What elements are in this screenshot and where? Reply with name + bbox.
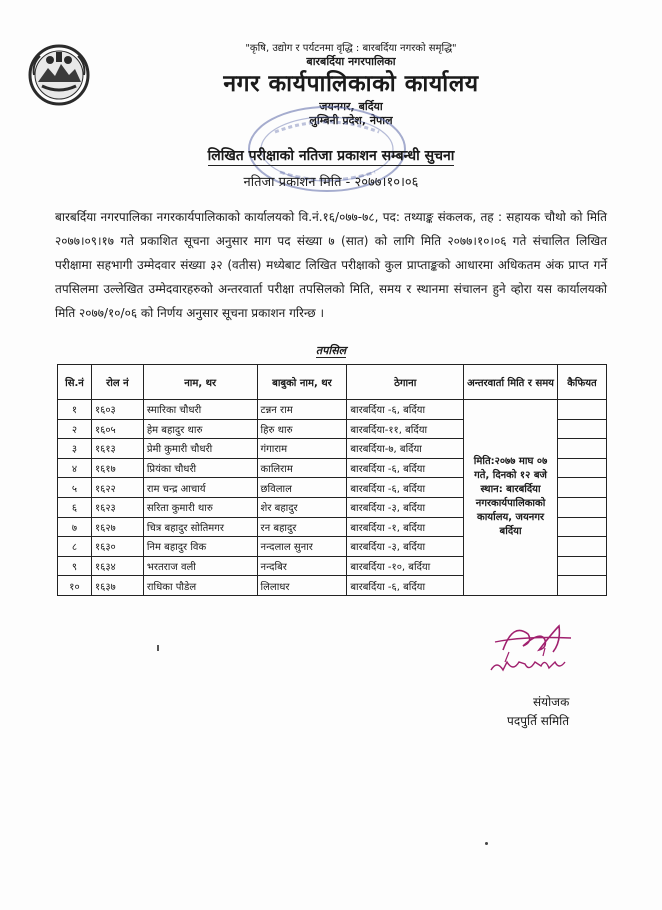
cell-father: लिलाधर [257,576,347,596]
cell-roll: १६३० [91,537,143,557]
header-name: नाम, थर [143,365,257,400]
cell-father: नन्दबिर [257,556,347,576]
cell-sn: १० [58,576,92,596]
cell-address: बारबर्दिया -६, बर्दिया [347,478,464,498]
cell-roll: १६०५ [91,419,143,439]
cell-name: प्रियंका चौधरी [143,458,257,478]
cell-address: बारबर्दिया -३, बर्दिया [347,497,464,517]
cell-name: राम चन्द्र आचार्य [143,478,257,498]
cell-roll: १६०३ [91,400,143,420]
cell-address: बारबर्दिया-११, बर्दिया [347,419,464,439]
cell-remark [558,556,607,576]
cell-interview-info: मिति:२०७७ माघ ०७ गते, दिनको १२ बजे स्थान: बारबर्दिया नगरकार्यपालिकाको कार्यालय, जयनगर बर्दिया [464,400,558,596]
office-title: नगर कार्यपालिकाको कार्यालय [223,71,479,97]
municipality-name: बारबर्दिया नगरपालिका [306,55,396,68]
header-remarks: कैफियत [558,365,607,400]
cell-father: शेर बहादुर [257,497,347,517]
cell-address: बारबर्दिया -३, बर्दिया [347,537,464,557]
cell-roll: १६२३ [91,497,143,517]
table-header-row [58,365,607,400]
cell-father: रन बहादुर [257,517,347,537]
cell-roll: १६२७ [91,517,143,537]
header-interview: अन्तरवार्ता मिति र समय [464,365,558,400]
signature-icon [483,612,578,684]
notice-title: लिखित परीक्षाको नतिजा प्रकाशन सम्बन्धी सुचना [207,148,455,164]
cell-name: चित्र बहादुर सोतिमगर [143,517,257,537]
cell-name: स्मारिका चौधरी [143,400,257,420]
cell-sn: ८ [58,537,92,557]
cell-father: हिरु थारु [257,419,347,439]
cell-name: प्रेमी कुमारी चौधरी [143,439,257,459]
cell-address: बारबर्दिया -१०, बर्दिया [347,556,464,576]
address-line-2: लुम्बिनी प्रदेश, नेपाल [309,114,393,127]
scan-speck [485,842,488,845]
cell-address: बारबर्दिया -१, बर्दिया [347,517,464,537]
cell-remark [558,458,607,478]
cell-roll: १६३७ [91,576,143,596]
header-address: ठेगाना [347,365,464,400]
cell-father: नन्दलाल सुनार [257,537,347,557]
cell-remark [558,576,607,596]
table-caption: तपसिल [315,344,347,357]
cell-sn: ४ [58,458,92,478]
cell-name: हेम बहादुर थारु [143,419,257,439]
cell-sn: ७ [58,517,92,537]
results-table [57,364,607,596]
address-line-1: जयनगर, बर्दिया [319,100,383,113]
cell-remark [558,478,607,498]
cell-roll: १६१३ [91,439,143,459]
header-roll: रोल नं [91,365,143,400]
cell-remark [558,537,607,557]
cell-remark [558,419,607,439]
cell-address: बारबर्दिया -६, बर्दिया [347,458,464,478]
motto: "कृषि, उद्योग र पर्यटनमा वृद्धि : बारबर्दिया नगरको समृद्धि" [245,43,457,54]
notice-body: बारबर्दिया नगरपालिका नगरकार्यपालिकाको कार्यालयको वि.नं.१६/०७७-७८, पद: तथ्याङ्क संकलक, तह : सहायक चौथो को मिति २०७७।०९।१७ गते प्रकाशित सूचना अनुसार माग पद संख्या ७ (सात) को लागि मिति २०७७।१०।०६ गते संचालित लिखित परीक्षामा सहभागी उम्मेदवार संख्या ३२ (वतीस) मध्येबाट लिखित परीक्षाको कुल प्राप्ताङ्कको आधारमा अधिकतम अंक प्राप्त गर्ने तपसिलमा उल्लेखित उम्मेदवारहरुको अन्तरवार्ता परीक्षा तपसिलको मिति, समय र स्थानमा संचालन हुने व्होरा यस कार्यालयको मिति २०७७/१०/०६ को निर्णय अनुसार सूचना प्रकाशन गरिन्छ । [55,210,607,320]
cell-sn: ६ [58,497,92,517]
cell-address: बारबर्दिया -६, बर्दिया [347,400,464,420]
publish-date: नतिजा प्रकाशन मिति - २०७७।१०।०६ [243,175,419,190]
cell-name: राधिका पौडेल [143,576,257,596]
cell-remark [558,497,607,517]
cell-address: बारबर्दिया-७, बर्दिया [347,439,464,459]
cell-name: निम बहादुर विक [143,537,257,557]
cell-father: टन्नन राम [257,400,347,420]
cell-address: बारबर्दिया -६, बर्दिया [347,576,464,596]
table-row [58,400,607,420]
header-father: बाबुको नाम, थर [257,365,347,400]
cell-sn: ५ [58,478,92,498]
header-sn: सि.नं [58,365,92,400]
cell-name: सरिता कुमारी थारु [143,497,257,517]
signatory-role: संयोजक [533,695,570,709]
cell-roll: १६१७ [91,458,143,478]
cell-name: भरतराज वली [143,556,257,576]
cell-roll: १६३४ [91,556,143,576]
cell-sn: ९ [58,556,92,576]
signatory-committee: पदपुर्ति समिति [507,714,570,728]
cell-remark [558,439,607,459]
cell-sn: ३ [58,439,92,459]
scan-speck [157,645,159,651]
cell-sn: २ [58,419,92,439]
cell-father: कालिराम [257,458,347,478]
cell-sn: १ [58,400,92,420]
cell-roll: १६२२ [91,478,143,498]
cell-remark [558,400,607,420]
cell-remark [558,517,607,537]
cell-father: गंगाराम [257,439,347,459]
cell-father: छविलाल [257,478,347,498]
